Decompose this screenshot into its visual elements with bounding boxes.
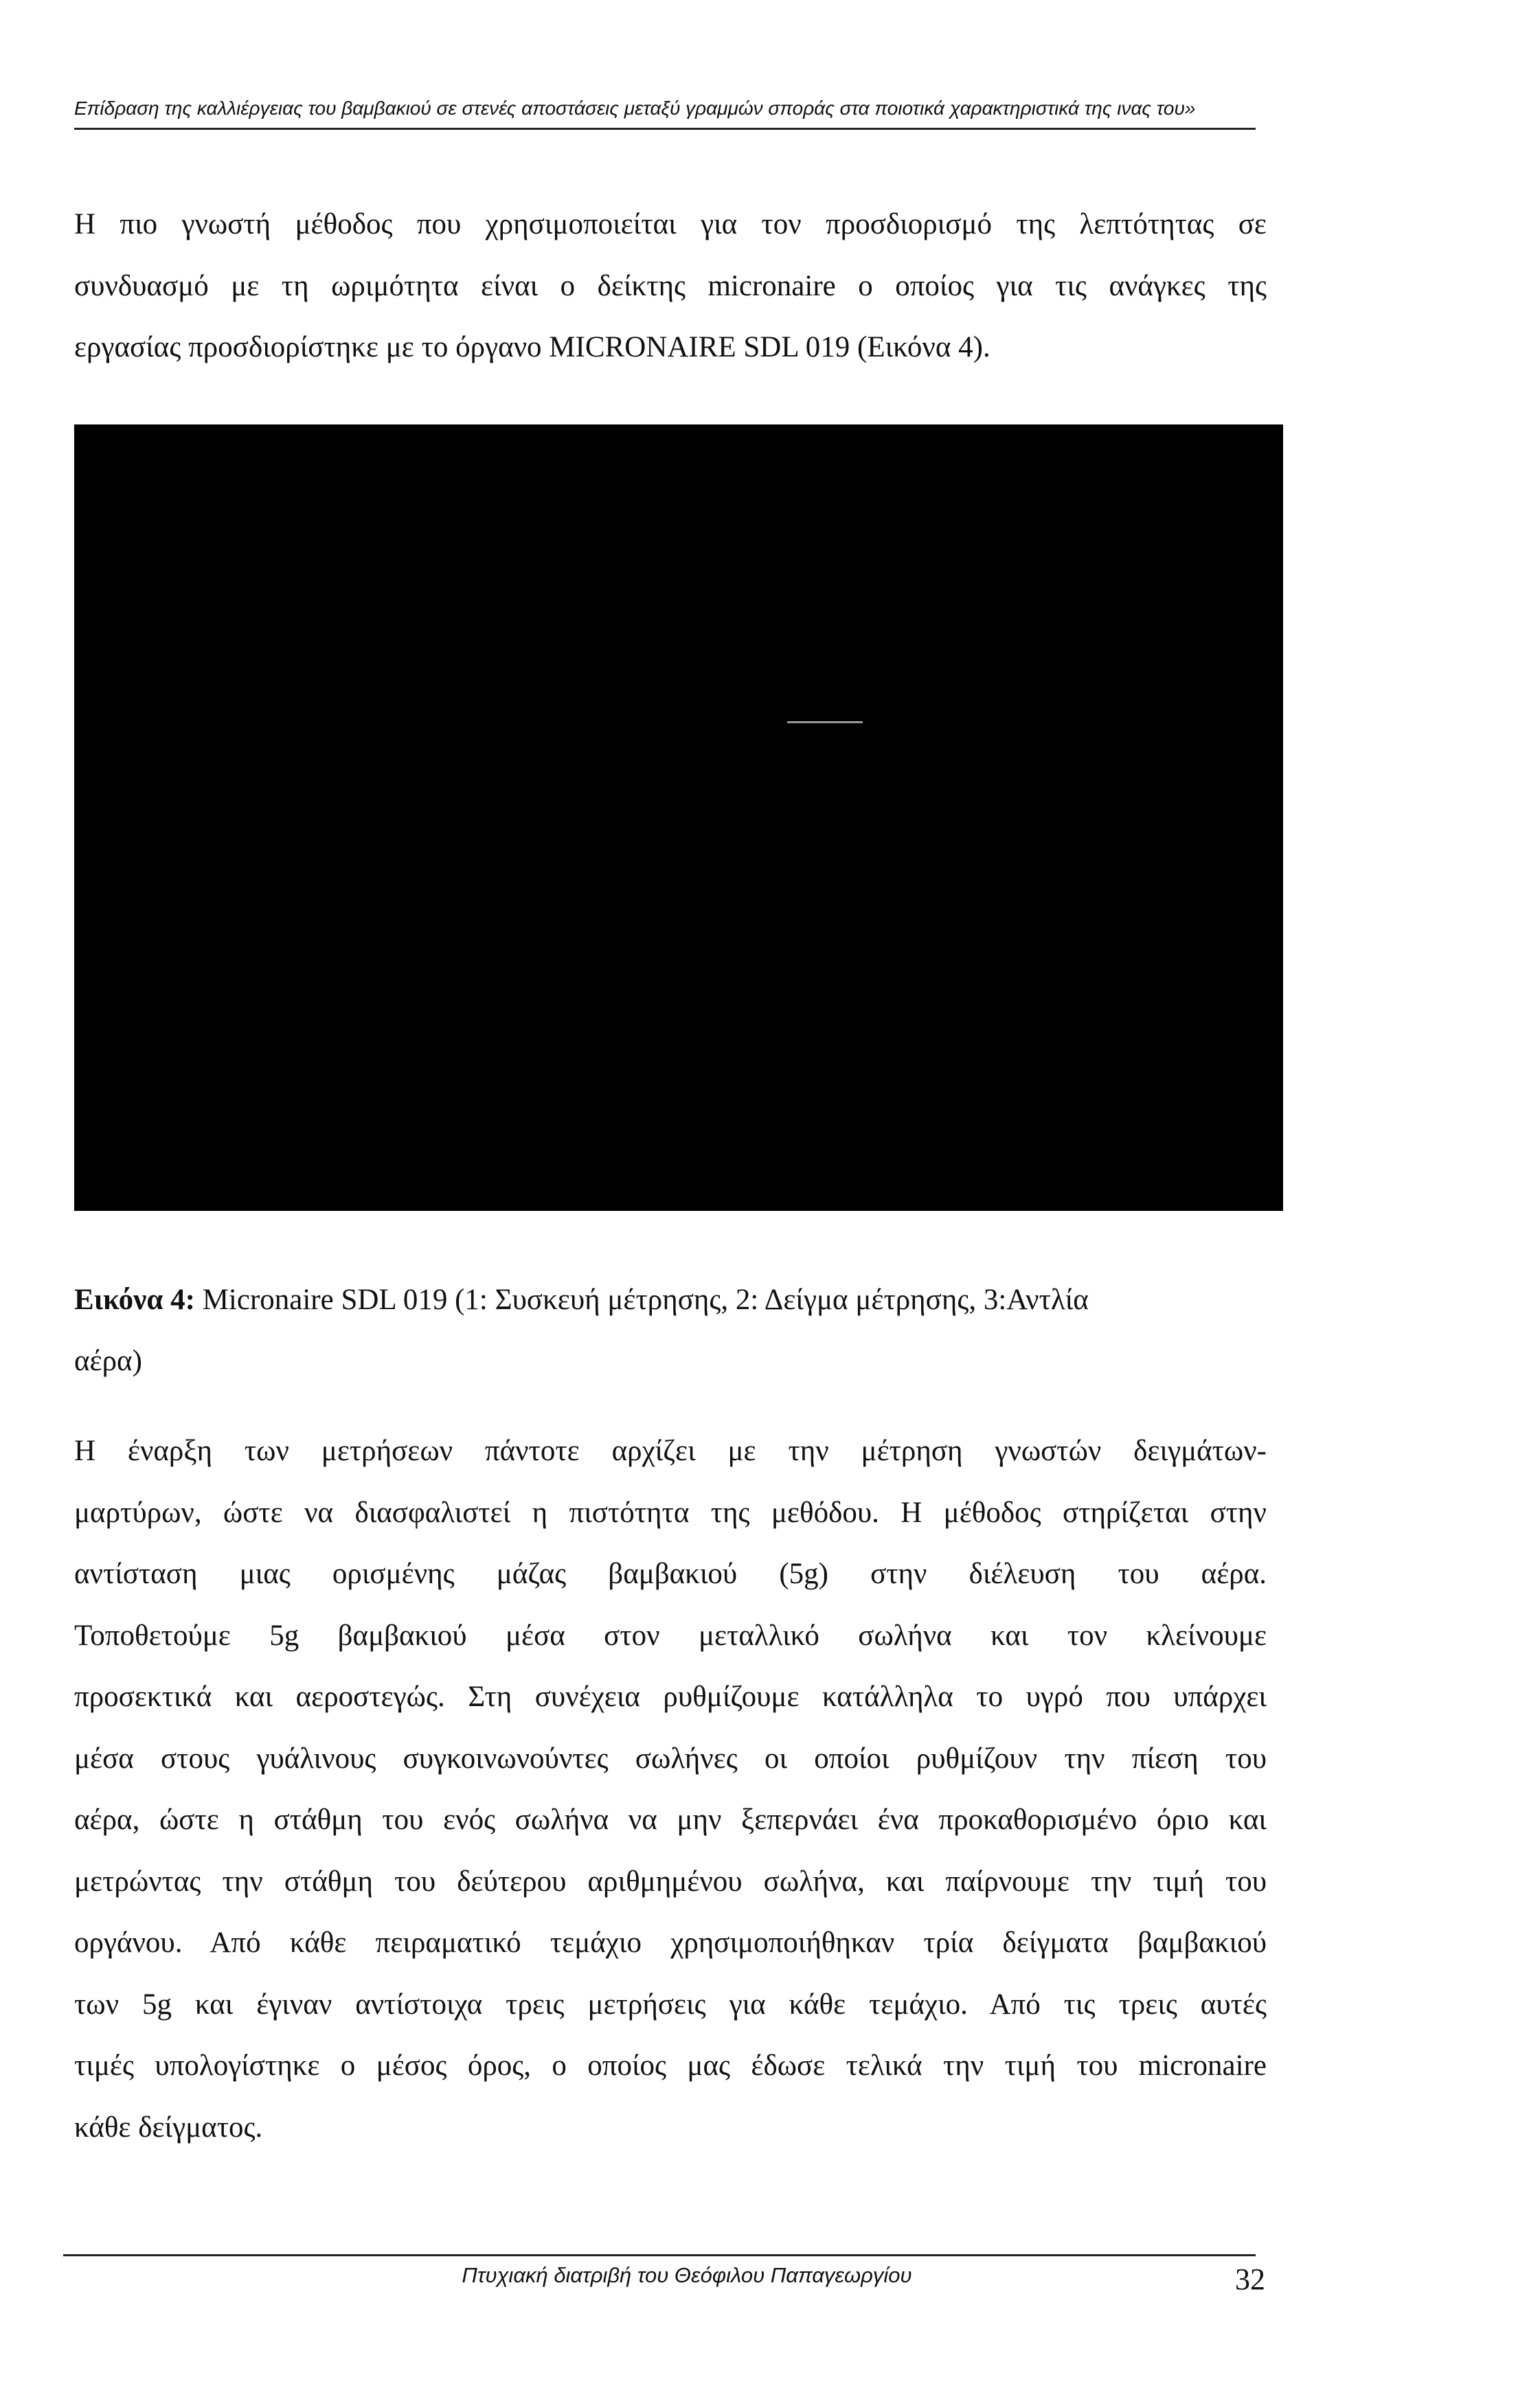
text-line: μέσα στους γυάλινους συγκοινωνούντες σωλήνες οι οποίοι ρυθμίζουν την πίεση του: [74, 1742, 1267, 1775]
caption-text: Micronaire SDL 019 (1: Συσκευή μέτρησης, 2: Δείγμα μέτρησης, 3:Αντλία: [202, 1284, 1089, 1316]
figure-mark: [787, 721, 863, 723]
text-line: αέρα, ώστε η στάθμη του ενός σωλήνα να μην ξεπερνάει ένα προκαθορισμένο όριο και: [74, 1804, 1267, 1836]
text-line: μαρτύρων, ώστε να διασφαλιστεί η πιστότητα της μεθόδου. Η μέθοδος στηρίζεται στην: [74, 1496, 1267, 1529]
text-line: εργασίας προσδιορίστηκε με το όργανο MICRONAIRE SDL 019 (Εικόνα 4).: [74, 331, 990, 363]
intro-paragraph: [74, 194, 1267, 378]
footer-author-line: Πτυχιακή διατριβή του Θεόφιλου Παπαγεωργίου: [462, 2263, 912, 2287]
text-line: Η πιο γνωστή μέθοδος που χρησιμοποιείται για τον προσδιορισμό της λεπτότητας σε: [74, 208, 1267, 240]
figure-image-micronaire: [74, 424, 1283, 1211]
text-line: οργάνου. Από κάθε πειραματικό τεμάχιο χρησιμοποιήθηκαν τρία δείγματα βαμβακιού: [74, 1927, 1267, 1959]
footer-rule: [63, 2254, 1256, 2256]
text-line: των 5g και έγιναν αντίστοιχα τρεις μετρήσεις για κάθε τεμάχιο. Από τις τρεις αυτές: [74, 1988, 1267, 2021]
text-line: κάθε δείγματος.: [74, 2111, 263, 2144]
page-number: 32: [1235, 2262, 1265, 2296]
running-header: Επίδραση της καλλιέργειας του βαμβακιού σε στενές αποστάσεις μεταξύ γραμμών σποράς στα ποιοτικά χαρακτηριστικά της ινας του»: [74, 98, 1196, 119]
figure-caption: [74, 1269, 1267, 1392]
text-line: Η έναρξη των μετρήσεων πάντοτε αρχίζει με την μέτρηση γνωστών δειγμάτων-: [74, 1435, 1267, 1467]
caption-label: Εικόνα 4:: [74, 1284, 195, 1316]
text-line: μετρώντας την στάθμη του δεύτερου αριθμημένου σωλήνα, και παίρνουμε την τιμή του: [74, 1865, 1267, 1898]
text-line: αντίσταση μιας ορισμένης μάζας βαμβακιού (5g) στην διέλευση του αέρα.: [74, 1558, 1267, 1590]
method-paragraph: [74, 1420, 1267, 2158]
text-line: προσεκτικά και αεροστεγώς. Στη συνέχεια ρυθμίζουμε κατάλληλα το υγρό που υπάρχει: [74, 1681, 1267, 1713]
header-rule: [74, 128, 1256, 130]
text-line: συνδυασμό με τη ωριμότητα είναι ο δείκτης micronaire ο οποίος για τις ανάγκες της: [74, 269, 1267, 302]
caption-text-line2: αέρα): [74, 1345, 142, 1377]
text-line: Τοποθετούμε 5g βαμβακιού μέσα στον μεταλλικό σωλήνα και τον κλείνουμε: [74, 1619, 1267, 1652]
text-line: τιμές υπολογίστηκε ο μέσος όρος, ο οποίος μας έδωσε τελικά την τιμή του micronaire: [74, 2050, 1267, 2082]
